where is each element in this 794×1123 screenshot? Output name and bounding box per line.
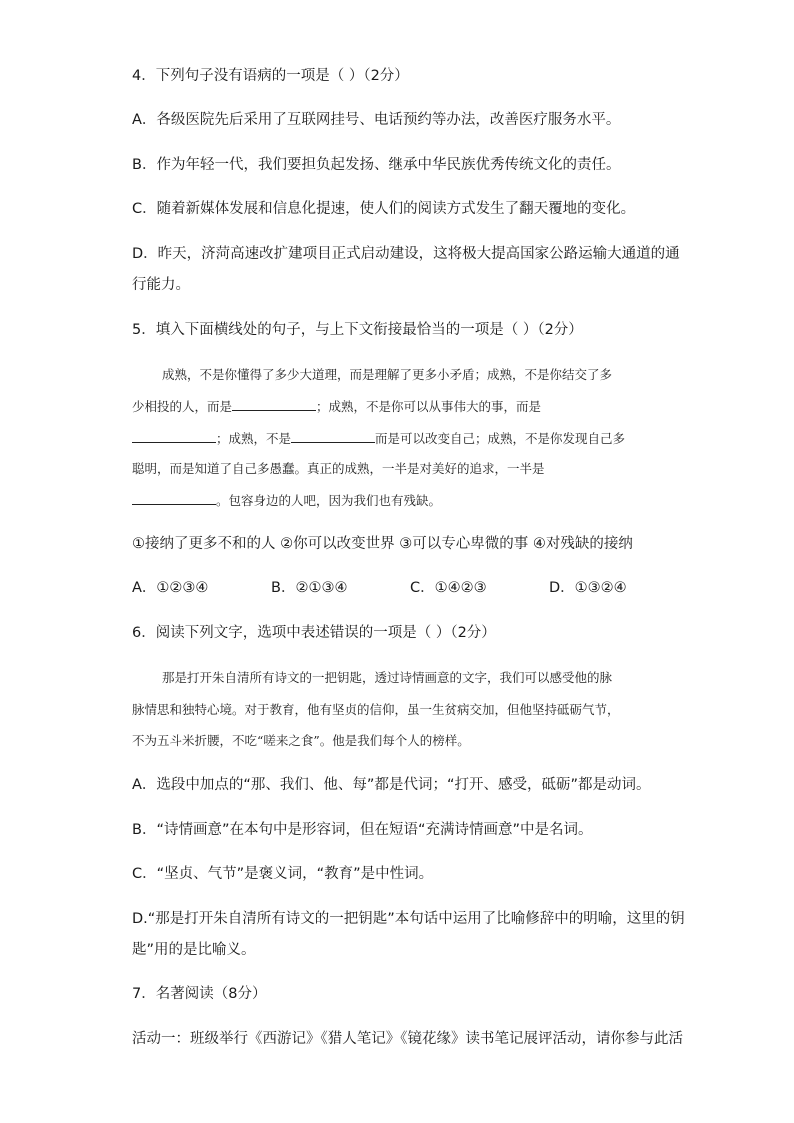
blank-line <box>132 490 216 505</box>
q6-option-d-line1: D.“那是打开朱自清所有诗文的一把钥匙”本句话中运用了比喻修辞中的明喻，这里的钥 <box>132 911 685 927</box>
q6-option-d-line2: 匙”用的是比喻义。 <box>132 942 256 958</box>
q5-passage-text: 而是可以改变自己；成熟，不是你发现自己多 <box>375 431 626 446</box>
q4-option-d-line2: 行能力。 <box>132 277 190 293</box>
q5-passage-line3 <box>132 428 625 449</box>
q6-passage-line3: 不为五斗米折腰，不吃“嗟来之食”。他是我们每个人的榜样。 <box>132 733 470 748</box>
blank-line <box>132 428 216 443</box>
q5-passage-text: ；成熟，不是你可以从事伟大的事，而是 <box>316 399 542 414</box>
q5-option-b: B．②①③④ <box>271 580 348 596</box>
q4-option-a: A．各级医院先后采用了互联网挂号、电话预约等办法，改善医疗服务水平。 <box>132 112 621 128</box>
q7-stem: 7．名著阅读（8分） <box>132 986 267 1002</box>
q5-option-c: C．①④②③ <box>410 580 487 596</box>
q5-passage-line5 <box>132 490 441 511</box>
q6-passage-line1: 那是打开朱自清所有诗文的一把钥匙，透过诗情画意的文字，我们可以感受他的脉 <box>162 670 613 685</box>
q6-stem: 6．阅读下列文字，选项中表述错误的一项是（ ）（2分） <box>132 625 496 641</box>
q4-option-d-line1: D．昨天，济菏高速改扩建项目正式启动建设，这将极大提高国家公路运输大通道的通 <box>132 246 680 262</box>
q5-option-a: A．①②③④ <box>132 580 209 596</box>
q4-stem: 4．下列句子没有语病的一项是（ ）（2分） <box>132 68 409 84</box>
q5-passage-text: 。包容身边的人吧，因为我们也有残缺。 <box>216 493 442 508</box>
q5-choice-list: ①接纳了更多不和的人 ②你可以改变世界 ③可以专心卑微的事 ④对残缺的接纳 <box>132 536 633 552</box>
q6-passage-line2: 脉情思和独特心境。对于教育，他有坚贞的信仰，虽一生贫病交加，但他坚持砥砺气节， <box>132 702 620 717</box>
q6-option-a: A．选段中加点的“那、我们、他、每”都是代词；“打开、感受，砥砺”都是动词。 <box>132 777 651 793</box>
q5-passage-line1: 成熟，不是你懂得了多少大道理，而是理解了更多小矛盾；成熟，不是你结交了多 <box>162 367 613 382</box>
q7-activity1: 活动一：班级举行《西游记》《猎人笔记》《镜花缘》读书笔记展评活动，请你参与此活 <box>132 1031 683 1047</box>
q5-passage-text: 少相投的人，而是 <box>132 399 233 414</box>
q6-option-c: C．“坚贞、气节”是褒义词，“教育”是中性词。 <box>132 866 434 882</box>
q5-options <box>132 578 627 598</box>
q4-option-b: B．作为年轻一代，我们要担负起发扬、继承中华民族优秀传统文化的责任。 <box>132 157 621 173</box>
q5-stem: 5．填入下面横线处的句子，与上下文衔接最恰当的一项是（ ）（2分） <box>132 322 583 338</box>
q4-option-c: C．随着新媒体发展和信息化提速，使人们的阅读方式发生了翻天覆地的变化。 <box>132 201 636 217</box>
blank-line <box>232 396 316 411</box>
q6-option-b: B．“诗情画意”在本句中是形容词，但在短语“充满诗情画意”中是名词。 <box>132 822 593 838</box>
q5-option-d: D．①③②④ <box>549 580 627 596</box>
q5-passage-line2 <box>132 396 541 417</box>
blank-line <box>291 428 375 443</box>
q5-passage-line4: 聪明，而是知道了自己多愚蠢。真正的成熟，一半是对美好的追求，一半是 <box>132 461 545 476</box>
q5-passage-text: ；成熟，不是 <box>216 431 292 446</box>
